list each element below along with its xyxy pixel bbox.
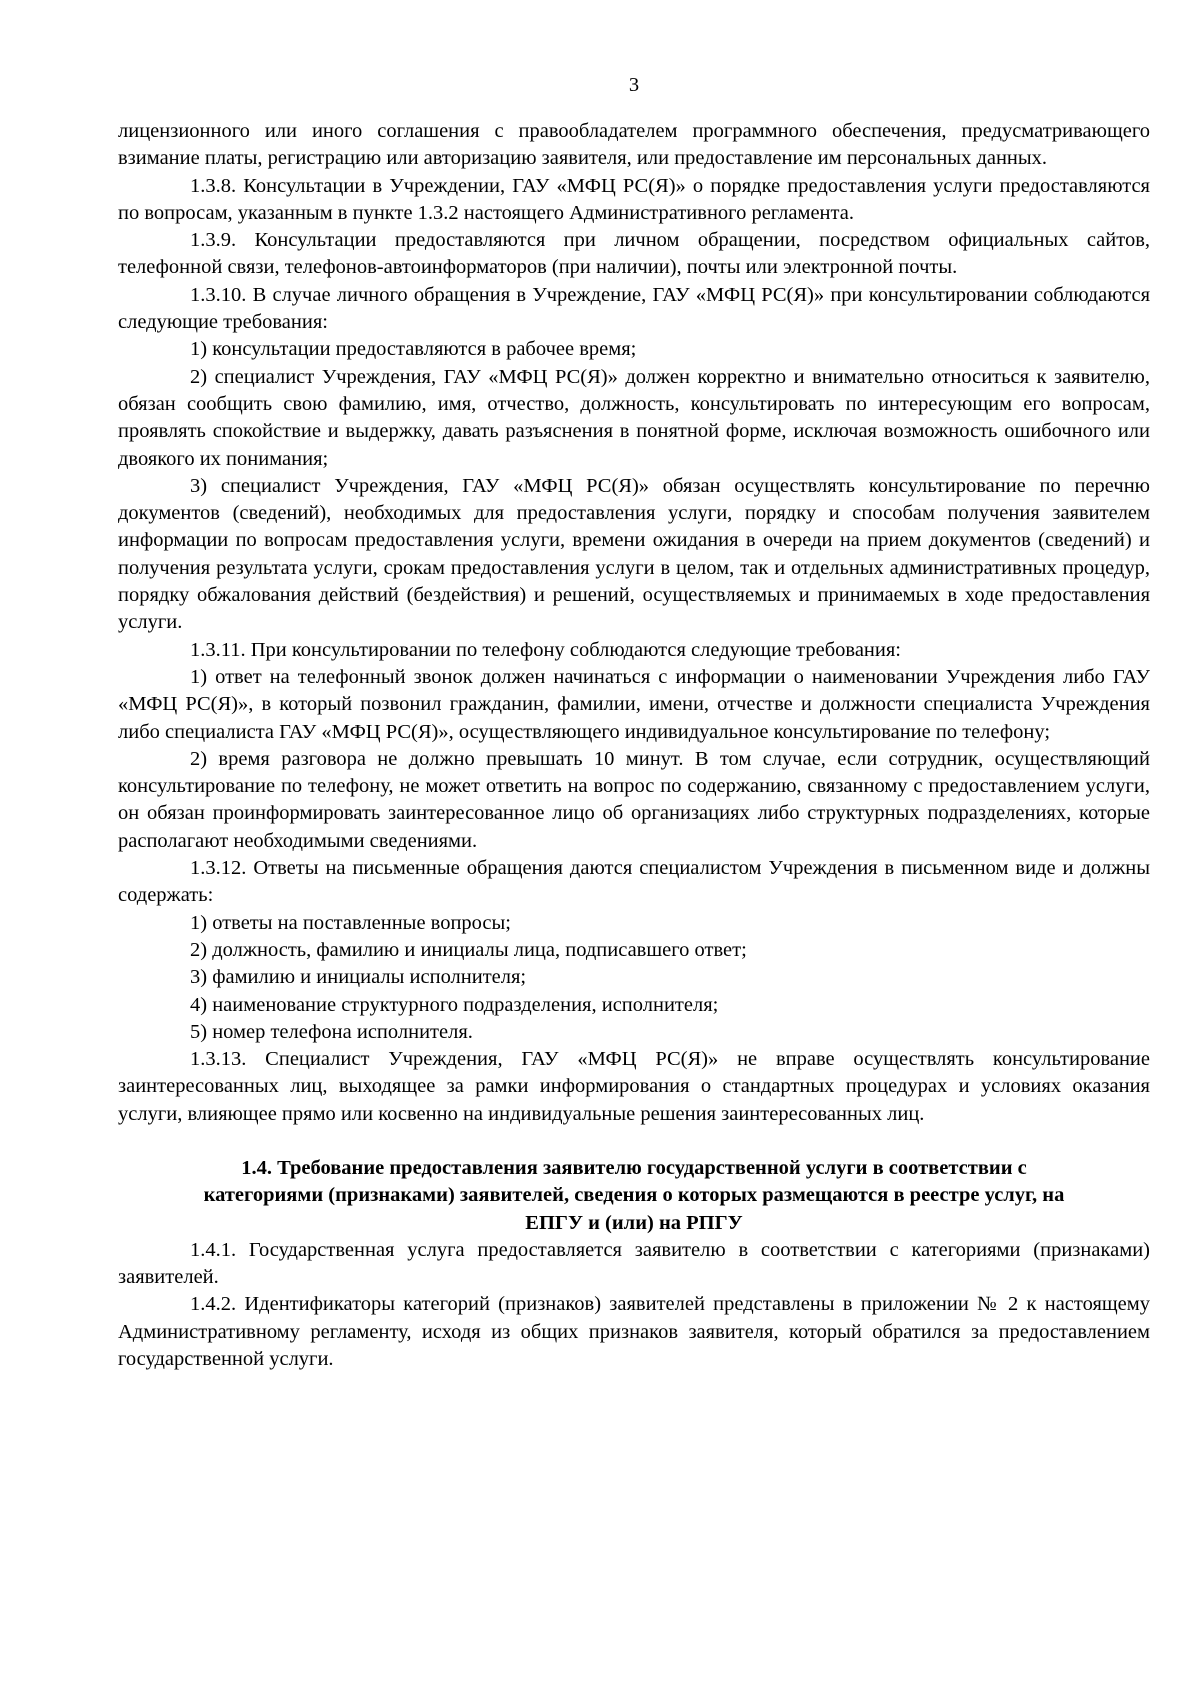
paragraph-1-3-13: 1.3.13. Специалист Учреждения, ГАУ «МФЦ РС(Я)» не вправе осуществлять консультирование заинтересованных лиц, выходящее за рамки информирования о стандартных процедурах и условиях оказания услуги, влияющее прямо или косвенно на индивидуальные решения заинтересованных лиц.: [118, 1048, 1150, 1125]
list-item-1-3-12-1: 1) ответы на поставленные вопросы;: [190, 911, 512, 934]
paragraph-1-4-2: 1.4.2. Идентификаторы категорий (признаков) заявителей представлены в приложении № 2 к настоящему Административному регламенту, исходя из общих признаков заявителя, который обратился за предоставлением государственной услуги.: [118, 1293, 1150, 1371]
paragraph-1-4-1: 1.4.1. Государственная услуга предоставляется заявителю в соответствии с категориями (признаками) заявителей.: [118, 1238, 1150, 1289]
section-heading-line: ЕПГУ и (или) на РПГУ: [525, 1211, 743, 1234]
paragraph-1-3-12: 1.3.12. Ответы на письменные обращения даются специалистом Учреждения в письменном виде и должны содержать:: [118, 857, 1150, 907]
section-heading-1-4: [118, 1155, 1150, 1237]
list-item-1-3-12-2: 2) должность, фамилию и инициалы лица, подписавшего ответ;: [190, 938, 747, 961]
paragraph-1-3-9: 1.3.9. Консультации предоставляются при личном обращении, посредством официальных сайтов, телефонной связи, телефонов-автоинформаторов (при наличии), почты или электронной почты.: [118, 229, 1150, 279]
list-item-1-3-10-3: 3) специалист Учреждения, ГАУ «МФЦ РС(Я)» обязан осуществлять консультирование по перечню документов (сведений), необходимых для предоставления услуги, порядку и способам получения заявителем информации по вопросам предоставления услуги, времени ожидания в очереди на прием документов (сведений) и получения результата услуги, срокам предоставления услуги в целом, так и отдельных административных процедур, порядку обжалования действий (бездействия) и решений, осуществляемых и принимаемых в ходе предоставления услуги.: [118, 474, 1150, 634]
list-item-1-3-12-4: 4) наименование структурного подразделения, исполнителя;: [190, 993, 719, 1016]
paragraph-1-3-11: 1.3.11. При консультировании по телефону соблюдаются следующие требования:: [190, 638, 901, 661]
paragraph-continuation: лицензионного или иного соглашения с правообладателем программного обеспечения, предусматривающего взимание платы, регистрацию или авторизацию заявителя, или предоставление им персональных данных.: [118, 120, 1150, 170]
paragraph-1-3-8: 1.3.8. Консультации в Учреждении, ГАУ «МФЦ РС(Я)» о порядке предоставления услуги предоставляются по вопросам, указанным в пункте 1.3.2 настоящего Административного регламента.: [118, 174, 1150, 224]
list-item-1-3-12-3: 3) фамилию и инициалы исполнителя;: [190, 966, 527, 989]
list-item-1-3-10-1: 1) консультации предоставляются в рабочее время;: [190, 338, 637, 361]
page-number: 3: [628, 74, 640, 96]
paragraph-1-3-10: 1.3.10. В случае личного обращения в Учреждение, ГАУ «МФЦ РС(Я)» при консультировании соблюдаются следующие требования:: [118, 283, 1150, 334]
list-item-1-3-11-2: 2) время разговора не должно превышать 10 минут. В том случае, если сотрудник, осуществляющий консультирование по телефону, не может ответить на вопрос по содержанию, связанному с предоставлением услуги, он обязан проинформировать заинтересованное лицо об организациях либо структурных подразделениях, которые располагают необходимыми сведениями.: [118, 747, 1150, 852]
list-item-1-3-12-5: 5) номер телефона исполнителя.: [190, 1020, 473, 1043]
section-heading-line: категориями (признаками) заявителей, сведения о которых размещаются в реестре услуг, на: [203, 1184, 1065, 1207]
list-item-1-3-11-1: 1) ответ на телефонный звонок должен начинаться с информации о наименовании Учреждения либо ГАУ «МФЦ РС(Я)», в который позвонил гражданин, фамилии, имени, отчестве и должности специалиста Учреждения либо специалиста ГАУ «МФЦ РС(Я)», осуществляющего индивидуальное консультирование по телефону;: [118, 665, 1150, 743]
document-page: [118, 0, 1150, 1373]
list-item-1-3-10-2: 2) специалист Учреждения, ГАУ «МФЦ РС(Я)» должен корректно и внимательно относиться к заявителю, обязан сообщить свою фамилию, имя, отчество, должность, консультировать по интересующим его вопросам, проявлять спокойствие и выдержку, давать разъяснения в понятной форме, исключая возможность ошибочного или двоякого их понимания;: [118, 365, 1150, 470]
section-heading-line: 1.4. Требование предоставления заявителю государственной услуги в соответствии с: [241, 1156, 1027, 1179]
